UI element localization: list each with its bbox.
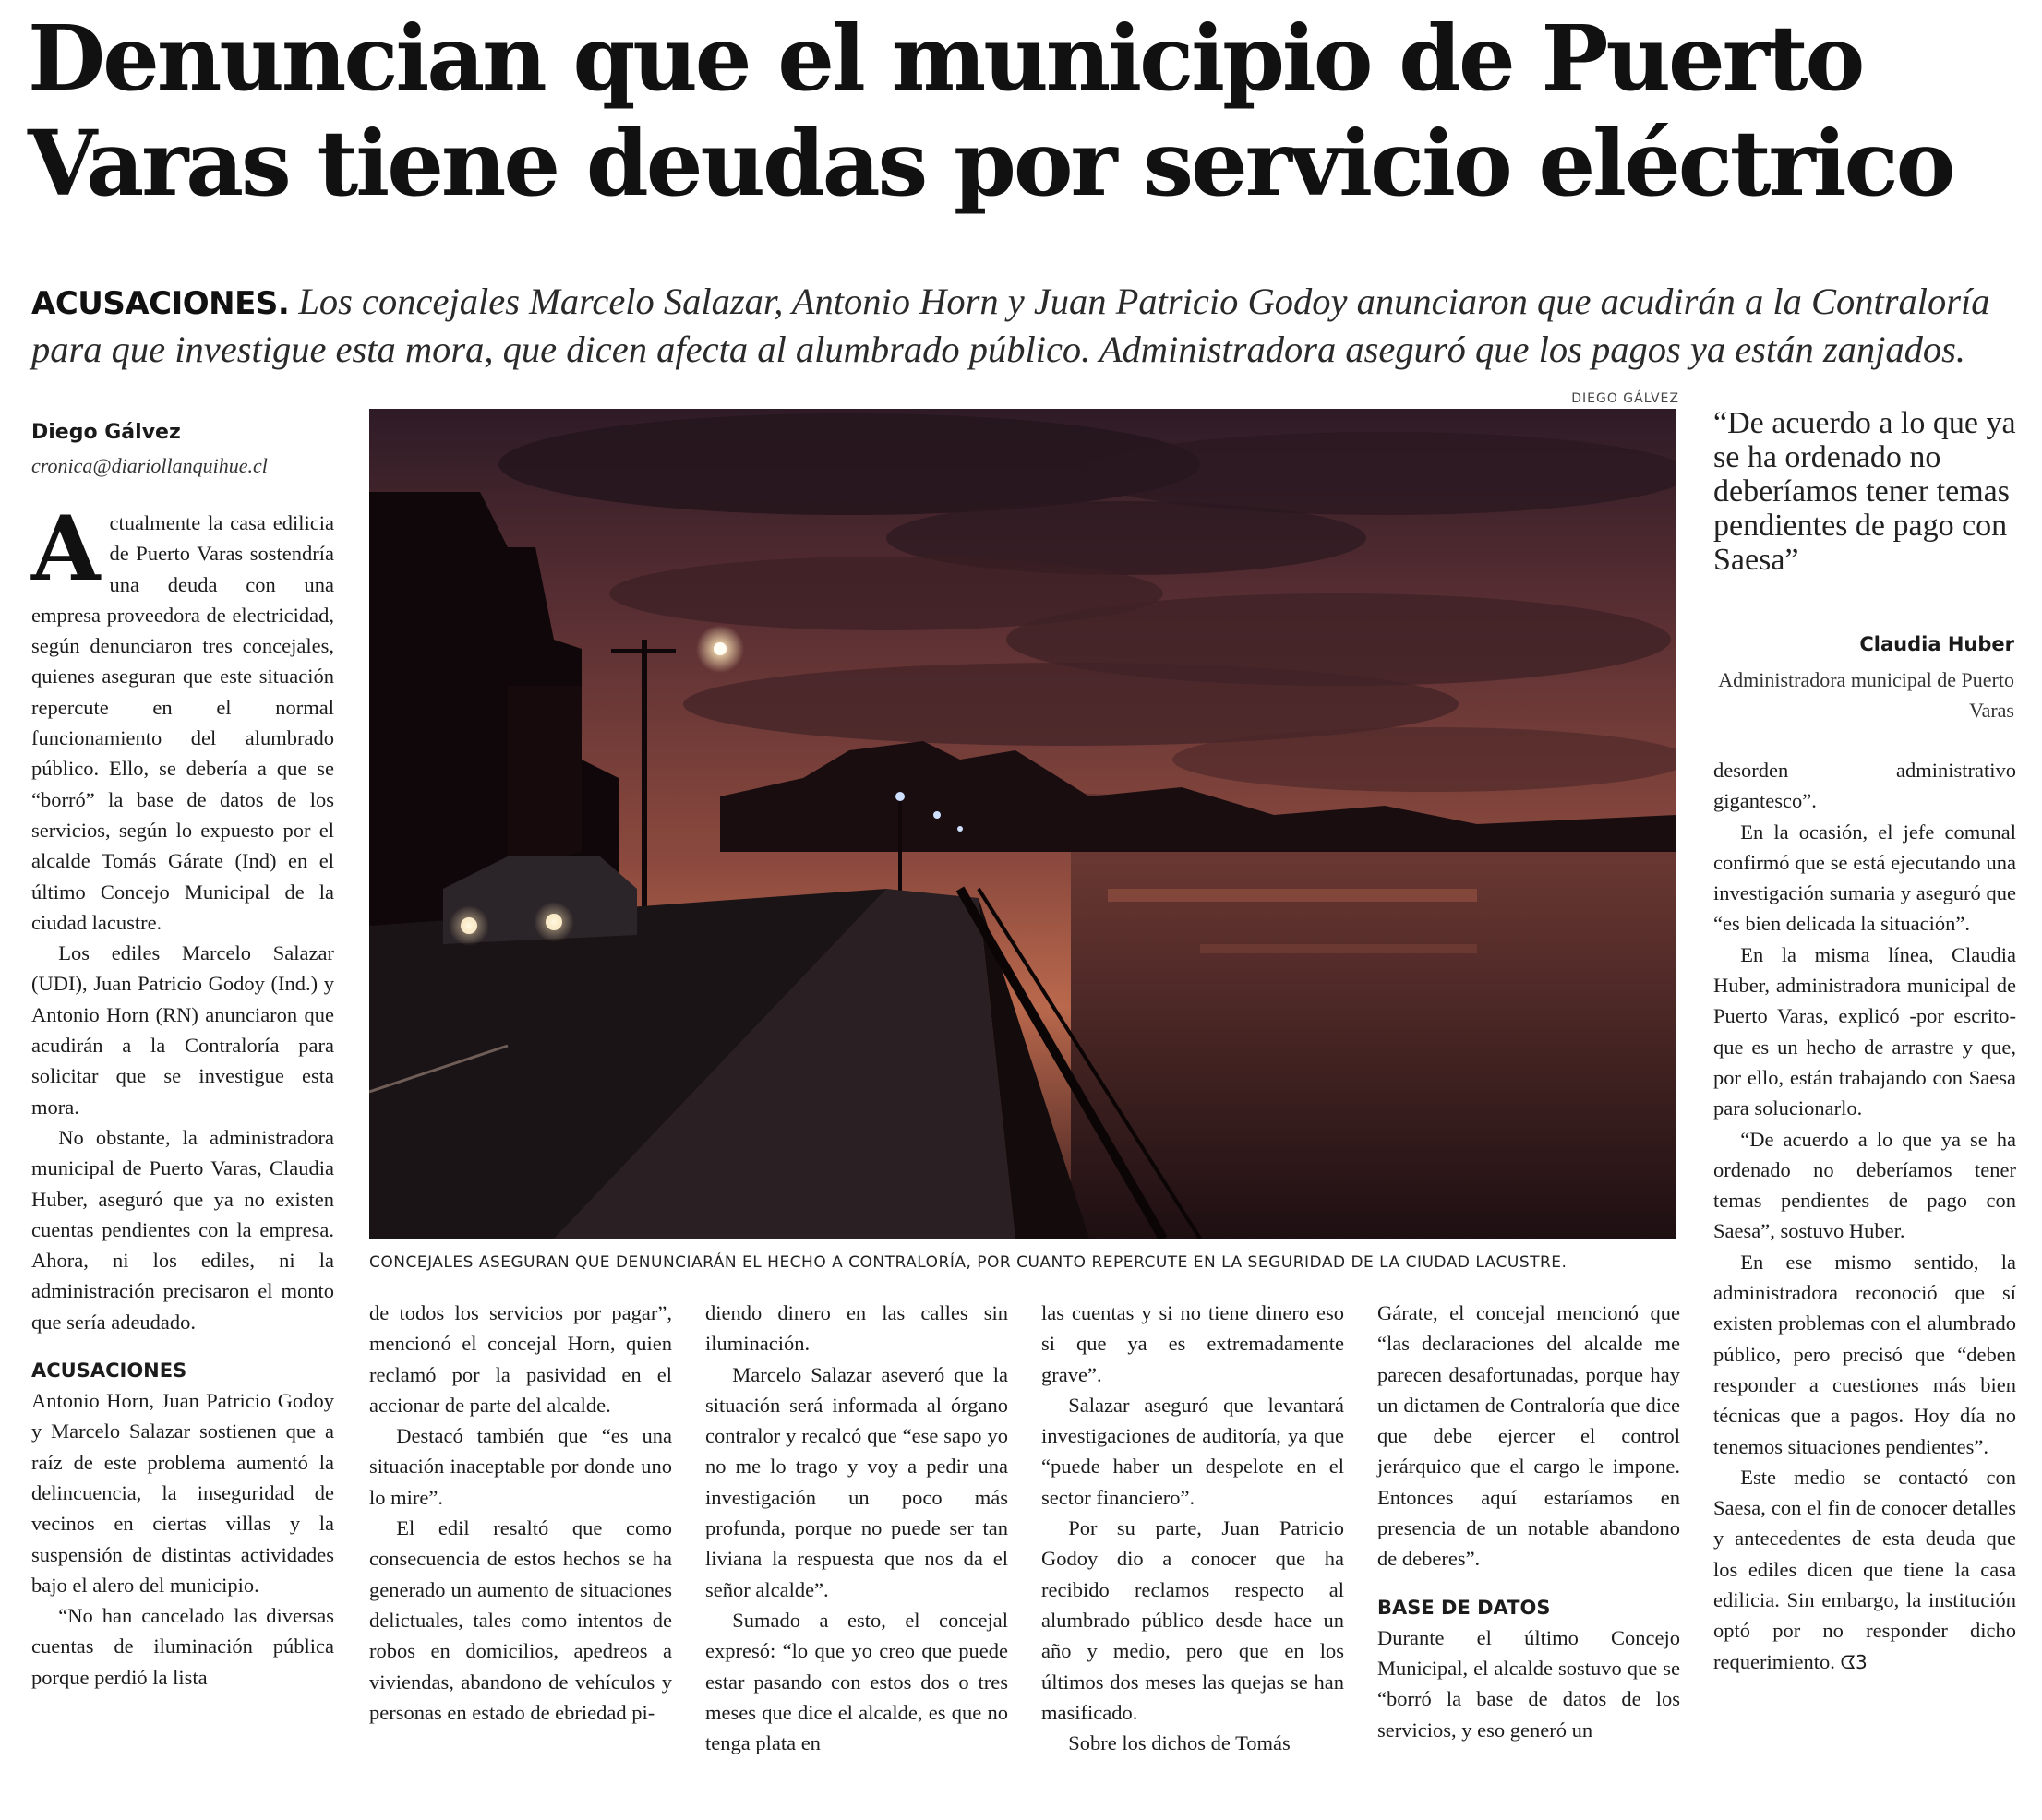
paragraph: No obstante, la administradora municipal de Puerto Varas, Claudia Huber, aseguró que ya no existen cuentas pendientes con la empresa. Ahora, ni los ediles, ni la administración precisaron el monto que sería adeudado. (31, 1125, 334, 1334)
pull-quote-role: Administradora municipal de Puerto Varas (1718, 668, 2014, 722)
subhead-acusaciones: ACUSACIONES (31, 1359, 187, 1383)
paragraph: En la ocasión, el jefe comunal confirmó que se está ejecutando una investigación sumaria y aseguró que “es bien delicada la situación”. (1713, 820, 2016, 936)
column-3 (705, 1298, 1008, 1758)
deck (31, 279, 2016, 373)
byline-email: cronica@diariollanquihue.cl (31, 454, 268, 477)
paragraph: diendo dinero en las calles sin iluminación. (705, 1301, 1008, 1356)
column-6 (1713, 755, 2016, 1678)
column-4 (1041, 1298, 1344, 1758)
paragraph: “No han cancelado las diversas cuentas de iluminación pública porque perdió la lista (31, 1604, 334, 1689)
paragraph: Destacó también que “es una situación inaceptable por donde uno lo mire”. (369, 1424, 672, 1509)
column-2 (369, 1298, 672, 1728)
headline: Denuncian que el municipio de Puerto Varas tiene deudas por servicio eléctrico (28, 6, 1953, 216)
paragraph-text: ctualmente la casa edilicia de Puerto Varas sostendría una deuda con una empresa proveedora de electricidad, según denunciaron tres concejales, quienes aseguran que este situación repercute en el normal funcionamiento del alumbrado público. Ello, se debería a que se “borró” la base de datos de los servicios, según lo expuesto por el alcalde Tomás Gárate (Ind) en el último Concejo Municipal de la ciudad lacustre. (31, 511, 334, 934)
deck-kicker: ACUSACIONES. (31, 285, 290, 322)
paragraph: Marcelo Salazar aseveró que la situación será informada al órgano contralor y recalcó que “ese sapo yo no me lo trago y voy a pedir una investigación un poco más profunda, porque no puede ser tan liviana la respuesta que nos da el señor alcalde”. (705, 1362, 1008, 1601)
pull-quote: “De acuerdo a lo que ya se ha ordenado no deberíamos tener temas pendientes de pago con Saesa” (1713, 406, 2016, 577)
paragraph: las cuentas y si no tiene dinero eso si que ya es extremadamente grave”. (1041, 1301, 1344, 1386)
paragraph: Durante el último Concejo Municipal, el alcalde sostuvo que se “borró la base de datos de los servicios, y eso generó un (1377, 1625, 1680, 1742)
paragraph: Gárate, el concejal mencionó que “las declaraciones del alcalde me parecen desafortunadas, porque hay un dictamen de Contraloría que dice que debe ejercer el control jerárquico que el cargo le impone. Entonces aquí estaríamos en presencia de un notable abandono de deberes”. (1377, 1301, 1680, 1571)
paragraph (1713, 1462, 2016, 1678)
paragraph: En ese mismo sentido, la administradora reconoció que sí existen problemas con el alumbrado público, pero precisó que “deben responder a cuestiones más bien técnicas que a pagos. Hoy día no tenemos situaciones pendientes”. (1713, 1250, 2016, 1458)
sunset-street-photo (369, 409, 1676, 1239)
paragraph: Salazar aseguró que levantará investigaciones de auditoría, ya que “puede haber un despelote en el sector financiero”. (1041, 1393, 1344, 1509)
paragraph: de todos los servicios por pagar”, mencionó el concejal Horn, quien reclamó por la pasividad en el accionar de parte del alcalde. (369, 1301, 672, 1417)
paragraph: Sumado a esto, el concejal expresó: “lo que yo creo que puede estar pasando con estos dos o tres meses que dice el alcalde, es que no tenga plata en (705, 1608, 1008, 1755)
paragraph: En la misma línea, Claudia Huber, administradora municipal de Puerto Varas, explicó -por escrito- que es un hecho de arrastre y que, por ello, están trabajando con Saesa para solucionarlo. (1713, 942, 2016, 1120)
paragraph: Los ediles Marcelo Salazar (UDI), Juan Patricio Godoy (Ind.) y Antonio Horn (RN) anunciaron que acudirán a la Contraloría para solicitar que se investigue esta mora. (31, 941, 334, 1119)
paragraph (31, 497, 334, 938)
paragraph: El edil resaltó que como consecuencia de estos hechos se ha generado un aumento de situaciones delictuales, tales como intentos de robos en domicilios, apedreos a viviendas, abandono de vehículos y personas en estado de ebriedad pi- (369, 1516, 672, 1724)
paragraph: desorden administrativo gigantesco”. (1713, 759, 2016, 813)
paragraph: Sobre los dichos de Tomás (1068, 1731, 1291, 1755)
paragraph: Por su parte, Juan Patricio Godoy dio a conocer que ha recibido reclamos respecto al alumbrado público desde hace un año y medio, pero que en los últimos dos meses las quejas se han masificado. (1041, 1516, 1344, 1724)
deck-text: Los concejales Marcelo Salazar, Antonio Horn y Juan Patricio Godoy anunciaron que acudirán a la Contraloría para que investigue esta mora, que dicen afecta al alumbrado público. Administradora aseguró que los pagos ya están zanjados. (31, 281, 1990, 370)
pull-quote-name: Claudia Huber (1859, 633, 2014, 655)
photo-caption: CONCEJALES ASEGURAN QUE DENUNCIARÁN EL HECHO A CONTRALORÍA, POR CUANTO REPERCUTE EN LA SEGURIDAD DE LA CIUDAD LACUSTRE. (369, 1253, 1568, 1272)
column-1 (31, 497, 334, 1693)
subhead-base-de-datos: BASE DE DATOS (1377, 1596, 1551, 1619)
article-photo (369, 409, 1676, 1239)
paragraph: Antonio Horn, Juan Patricio Godoy y Marcelo Salazar sostienen que a raíz de este problema aumentó la delincuencia, la inseguridad de vecinos en ciertas villas y la suspensión de distintas actividades bajo el alero del municipio. (31, 1389, 334, 1597)
end-mark-icon: ᗧ3 (1840, 1650, 1868, 1673)
byline-author: Diego Gálvez (31, 421, 181, 444)
column-5 (1377, 1298, 1680, 1745)
paragraph-text: Este medio se contactó con Saesa, con el fin de conocer detalles y antecedentes de esta deuda que los ediles dicen que tiene la casa edilicia. Sin embargo, la institución optó por no responder dicho requerimiento. (1713, 1465, 2016, 1673)
photo-credit: DIEGO GÁLVEZ (1571, 391, 1679, 406)
paragraph: “De acuerdo a lo que ya se ha ordenado no deberíamos tener temas pendientes de pago con Saesa”, sostuvo Huber. (1713, 1127, 2016, 1243)
drop-cap: A (31, 497, 101, 601)
